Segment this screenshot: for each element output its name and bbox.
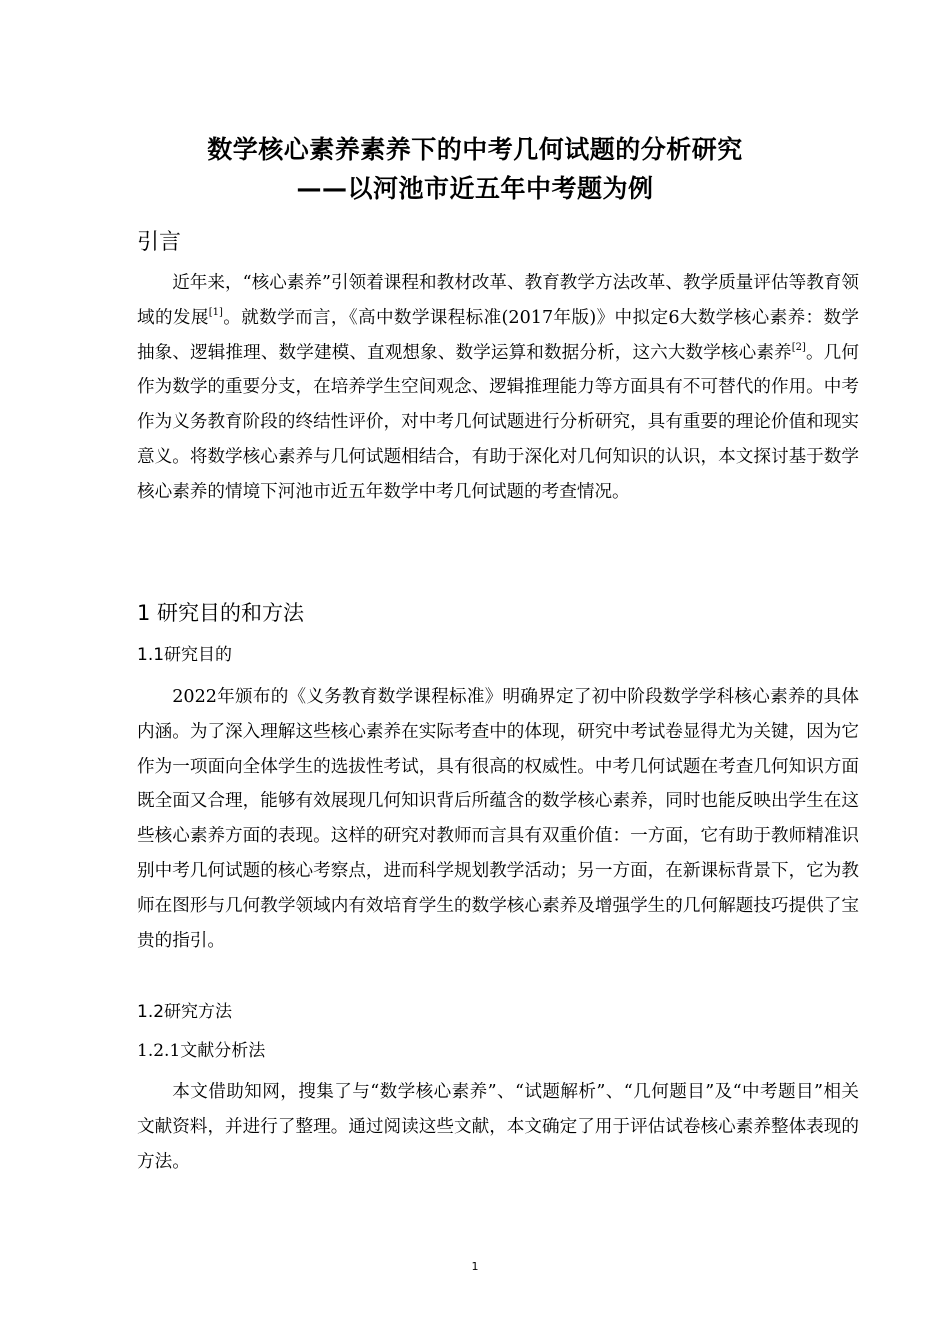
- section-1-2-1-paragraph: 本文借助知网，搜集了与“数学核心素养”、“试题解析”、“几何题目”及“中考题目”相关文献资料，并进行了整理。通过阅读这些文献，本文确定了用于评估试卷核心素养整体表现的方法。: [137, 1082, 859, 1172]
- page-number: 1: [471, 1260, 479, 1273]
- intro-paragraph: [137, 266, 859, 510]
- section-1-heading: 1 研究目的和方法: [137, 601, 305, 625]
- citation-ref-2[interactable]: [2]: [791, 341, 806, 353]
- section-1-1-heading: 1.1研究目的: [137, 645, 233, 665]
- section-1-2-heading: 1.2研究方法: [137, 1002, 233, 1022]
- intro-heading: 引言: [137, 230, 182, 255]
- intro-text-part3: 。几何作为数学的重要分支，在培养学生空间观念、逻辑推理能力等方面具有不可替代的作用。中考作为义务教育阶段的终结性评价，对中考几何试题进行分析研究，具有重要的理论价值和现实意义。将数学核心素养与几何试题相结合，有助于深化对几何知识的认识，本文探讨基于数学核心素养的情境下河池市近五年数学中考几何试题的考查情况。: [137, 342, 859, 502]
- intro-text-part2: 。就数学而言，《高中数学课程标准(2017年版)》中拟定6大数学核心素养：数学抽象、逻辑推理、数学建模、直观想象、数学运算和数据分析，这六大数学核心素养: [137, 307, 859, 363]
- paper-subtitle: ——以河池市近五年中考题为例: [296, 174, 654, 203]
- citation-ref-1[interactable]: [1]: [208, 306, 223, 318]
- intro-text-part1: 近年来，“核心素养”引领着课程和教材改革、教育教学方法改革、教学质量评估等教育领域的发展: [137, 273, 859, 328]
- section-1-2-1-heading: 1.2.1文献分析法: [137, 1041, 266, 1061]
- section-1-1-paragraph: 2022年颁布的《义务教育数学课程标准》明确界定了初中阶段数学学科核心素养的具体内涵。为了深入理解这些核心素养在实际考查中的体现，研究中考试卷显得尤为关键，因为它作为一项面向全体学生的选拔性考试，具有很高的权威性。中考几何试题在考查几何知识方面既全面又合理，能够有效展现几何知识背后所蕴含的数学核心素养，同时也能反映出学生在这些核心素养方面的表现。这样的研究对教师而言具有双重价值：一方面，它有助于教师精准识别中考几何试题的核心考察点，进而科学规划教学活动；另一方面，在新课标背景下，它为教师在图形与几何教学领域内有效培育学生的数学核心素养及增强学生的几何解题技巧提供了宝贵的指引。: [137, 687, 859, 951]
- paper-title: 数学核心素养素养下的中考几何试题的分析研究: [207, 135, 743, 164]
